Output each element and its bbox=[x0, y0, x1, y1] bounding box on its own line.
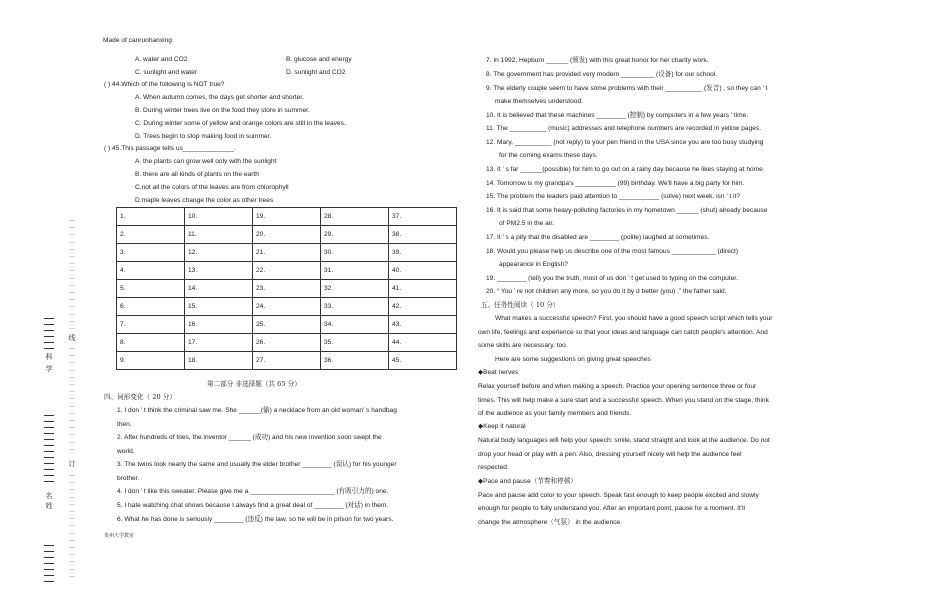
q45-stem: ( ) 45.This passage tells us______________. bbox=[104, 145, 236, 152]
answer-cell[interactable]: 21. bbox=[253, 244, 321, 262]
footer-text: 贵州大学教室 bbox=[104, 533, 135, 539]
item-12-line-2: for the coming exams these days. bbox=[499, 152, 598, 159]
s5-b3-line-3: change the atmosphere（气氛） in the audience. bbox=[478, 519, 623, 526]
item-10: 10. It is believed that these machines ________ (控制) by computers in a few years ’ time. bbox=[486, 112, 749, 119]
s5-b2-line-3: respected. bbox=[478, 464, 509, 471]
margin-label-ming: 名 bbox=[45, 492, 53, 500]
item-13: 13. It ’ s far ______(possible) for him to go out on a rainy day because he likes staying at home. bbox=[486, 166, 765, 173]
item-2-line-1: 2. After hundreds of tries, the inventor ______ (成功) and his new invention soon swept the bbox=[117, 434, 382, 441]
answer-cell[interactable]: 41. bbox=[389, 280, 457, 298]
answer-grid-row bbox=[117, 316, 457, 334]
answer-cell[interactable]: 19. bbox=[253, 208, 321, 226]
answer-cell[interactable]: 22. bbox=[253, 262, 321, 280]
q45-option-a: A. the plants can grow well only with the sunlight bbox=[135, 158, 277, 165]
answer-cell[interactable]: 17. bbox=[185, 334, 253, 352]
answer-grid-row bbox=[117, 226, 457, 244]
answer-cell[interactable]: 27. bbox=[253, 352, 321, 370]
answer-cell[interactable]: 1. bbox=[117, 208, 185, 226]
s5-b1-line-1: Relax yourself before and when making a speech. Practice your opening sentence three or four bbox=[478, 383, 757, 390]
margin-label-ding: 订 bbox=[68, 460, 76, 468]
q44-option-d: D. Trees begin to stop making food in summer. bbox=[135, 133, 272, 140]
answer-cell[interactable]: 13. bbox=[185, 262, 253, 280]
q45-option-b: B. there are all kinds of plants on the earth bbox=[135, 171, 259, 178]
q45-option-c: C.not all the colors of the leaves are from chlorophyll bbox=[135, 184, 289, 191]
answer-cell[interactable]: 16. bbox=[185, 316, 253, 334]
s5-heading-beat-nerves: ◆Beat nerves bbox=[478, 369, 519, 376]
answer-grid-row bbox=[117, 244, 457, 262]
q45-option-d: D.maple leaves change the color as other trees bbox=[135, 197, 274, 204]
answer-cell[interactable]: 20. bbox=[253, 226, 321, 244]
answer-cell[interactable]: 35. bbox=[321, 334, 389, 352]
q44-option-a: A. When autumn comes, the days get shorter and shorter. bbox=[135, 94, 304, 101]
answer-cell[interactable]: 44. bbox=[389, 334, 457, 352]
answer-cell[interactable]: 31. bbox=[321, 262, 389, 280]
s5-p1-line-3: some skills are necessary, too. bbox=[478, 342, 568, 349]
answer-cell[interactable]: 38. bbox=[389, 226, 457, 244]
item-9-line-2: make themselves understood. bbox=[495, 98, 583, 105]
item-3-line-1: 3. The twins look nearly the same and usually the elder brother ________ (误认) for his younger bbox=[117, 461, 397, 468]
answer-grid-row bbox=[117, 298, 457, 316]
margin-label-xue: 学 bbox=[45, 365, 53, 373]
header-made-of: Made of canruohanxing bbox=[103, 37, 172, 44]
answer-cell[interactable]: 33. bbox=[321, 298, 389, 316]
answer-cell[interactable]: 7. bbox=[117, 316, 185, 334]
margin-dots-top: … … … … … … … … … … … … … … … … bbox=[69, 217, 75, 332]
answer-cell[interactable]: 23. bbox=[253, 280, 321, 298]
margin-dots-bottom: … … … … … … … … … … … … … … … bbox=[69, 472, 75, 579]
answer-cell[interactable]: 34. bbox=[321, 316, 389, 334]
answer-cell[interactable]: 14. bbox=[185, 280, 253, 298]
q44-option-b: B. During winter trees live on the food they store in summer. bbox=[135, 107, 310, 114]
item-14: 14. Tomorrow is my grandpa's ___________ (99) birthday. We'll have a big party for him. bbox=[486, 180, 745, 187]
item-1-line-2: then. bbox=[117, 421, 132, 428]
answer-cell[interactable]: 11. bbox=[185, 226, 253, 244]
answer-cell[interactable]: 10. bbox=[185, 208, 253, 226]
item-20: 20. “ You ’ re not children any more, so you do it by d better (you) .” the father said. bbox=[486, 288, 727, 295]
answer-cell[interactable]: 18. bbox=[185, 352, 253, 370]
s5-b1-line-2: times. This will help make a sure start and a successful speech. When you stand on the stage, think bbox=[478, 397, 769, 404]
item-19: 19. ________ (tell) you the truth, most of us don ’ t get used to typing on the computer. bbox=[486, 275, 738, 282]
answer-cell[interactable]: 32. bbox=[321, 280, 389, 298]
q43-option-c: C. sunlight and water bbox=[135, 69, 197, 76]
item-18-line-1: 18. Would you please help us describe one of the most famous ____________ (direct) bbox=[486, 248, 739, 255]
answer-cell[interactable]: 12. bbox=[185, 244, 253, 262]
answer-cell[interactable]: 40. bbox=[389, 262, 457, 280]
answer-cell[interactable]: 42. bbox=[389, 298, 457, 316]
s5-b1-line-3: of the audience as your family members and friends. bbox=[478, 410, 632, 417]
answer-grid-row bbox=[117, 262, 457, 280]
part2-title: 第二部分 非选择题（共 65 分） bbox=[207, 380, 301, 388]
s5-b2-line-1: Natural body languages will help your speech: smile, stand straight and look at the audience. Do not bbox=[478, 437, 770, 444]
section5-title: 五、任务性阅读（ 10 分） bbox=[481, 301, 560, 309]
answer-cell[interactable]: 25. bbox=[253, 316, 321, 334]
answer-cell[interactable]: 39. bbox=[389, 244, 457, 262]
answer-grid-row bbox=[117, 352, 457, 370]
margin-label-xian: 线 bbox=[68, 334, 76, 342]
answer-cell[interactable]: 9. bbox=[117, 352, 185, 370]
q44-option-c: C. During winter some of yellow and orange colors are still in the leaves. bbox=[135, 120, 346, 127]
answer-cell[interactable]: 3. bbox=[117, 244, 185, 262]
answer-cell[interactable]: 45. bbox=[389, 352, 457, 370]
item-11: 11. The __________ (music) addresses and telephone numbers are recorded in yellow pages. bbox=[486, 125, 762, 132]
q43-option-d: D. sunlight and CO2 bbox=[286, 69, 346, 76]
margin-label-ke: 科 bbox=[45, 353, 53, 361]
item-7: 7. In 1992, Hepburn ______ (颁发) with this great honor for her charity work. bbox=[486, 57, 709, 64]
answer-cell[interactable]: 5. bbox=[117, 280, 185, 298]
item-15: 15. The problem the leaders paid attention to ___________ (solve) next week, isn ’ t it? bbox=[486, 193, 741, 200]
item-6: 6. What he has done is seriously ________ (违反) the law, so he will be in prison for two years. bbox=[117, 516, 394, 523]
item-12-line-1: 12. Mary, __________ (not reply) to your pen friend in the USA since you are too busy studying bbox=[486, 139, 764, 146]
q43-option-b: B. glucose and energy bbox=[286, 56, 352, 63]
answer-cell[interactable]: 24. bbox=[253, 298, 321, 316]
item-9-line-1: 9. The elderly couple seem to have some problems with their __________ (发音) , so they can ’ t bbox=[486, 85, 768, 92]
section4-title: 四、词形变化（ 20 分） bbox=[104, 393, 176, 401]
item-1-line-1: 1. I don ’ t think the criminal saw me. She ______(偷) a necklace from an old woman’ s handbag bbox=[117, 407, 397, 414]
item-16-line-1: 16. It is said that some heavy-polluting factories in my hometown ______ (shut) already because bbox=[486, 207, 768, 214]
answer-cell[interactable]: 29. bbox=[321, 226, 389, 244]
q43-option-a: A. water and CO2 bbox=[135, 56, 188, 63]
answer-grid-row bbox=[117, 280, 457, 298]
item-8: 8. The government has provided very modern _________ (设备) for our school. bbox=[486, 71, 718, 78]
s5-p1-line-2: own life, feelings and experience so that your ideas and language can catch people's attention. And bbox=[478, 329, 768, 336]
answer-cell[interactable]: 37. bbox=[389, 208, 457, 226]
answer-cell[interactable]: 43. bbox=[389, 316, 457, 334]
s5-b3-line-2: enough for people to fully understand you. After an important point, pause for a moment. It'll bbox=[478, 505, 746, 512]
answer-cell[interactable]: 28. bbox=[321, 208, 389, 226]
answer-cell[interactable]: 15. bbox=[185, 298, 253, 316]
answer-cell[interactable]: 26. bbox=[253, 334, 321, 352]
margin-label-xing: 姓 bbox=[45, 502, 53, 510]
margin-dots-mid: … … … … … … … … … … … … … … … bbox=[69, 345, 75, 452]
answer-cell[interactable]: 2. bbox=[117, 226, 185, 244]
s5-p1-line-1: What makes a successful speech? First, you should have a good speech script which tells your bbox=[495, 315, 773, 322]
s5-p2: Here are some suggestions on giving great speeches bbox=[495, 356, 651, 363]
answer-cell[interactable]: 6. bbox=[117, 298, 185, 316]
s5-heading-pace-pause: ◆Pace and pause（节奏和停顿） bbox=[478, 478, 577, 485]
item-4: 4. I don ’ t like this sweater. Please give me a _______________________ (有吸引力的) one. bbox=[117, 488, 389, 495]
answer-cell[interactable]: 8. bbox=[117, 334, 185, 352]
answer-cell[interactable]: 36. bbox=[321, 352, 389, 370]
item-16-line-2: of PM2.5 in the air. bbox=[499, 220, 554, 227]
item-17: 17. It ’ s a pity that the disabled are ________ (polite) laughed at sometimes. bbox=[486, 234, 710, 241]
s5-heading-keep-natural: ◆Keep it natural bbox=[478, 423, 526, 430]
answer-cell[interactable]: 30. bbox=[321, 244, 389, 262]
answer-cell[interactable]: 4. bbox=[117, 262, 185, 280]
item-2-line-2: world. bbox=[117, 448, 135, 455]
answer-grid-row bbox=[117, 334, 457, 352]
q44-stem: ( ) 44.Which of the following is NOT true? bbox=[104, 81, 225, 88]
answer-grid bbox=[116, 207, 457, 370]
s5-b2-line-2: drop your head or play with a pen. Also, dressing yourself nicely will help the audience feel bbox=[478, 451, 742, 458]
item-3-line-2: brother. bbox=[117, 475, 140, 482]
s5-b3-line-1: Pace and pause add color to your speech. Speak fast enough to keep people excited and slowly bbox=[478, 492, 759, 499]
item-5: 5. I hate watching chat shows because I always find a great deal of ________ (对话) in them. bbox=[117, 502, 389, 509]
answer-grid-row bbox=[117, 208, 457, 226]
item-18-line-2: appearance in English? bbox=[499, 261, 568, 268]
